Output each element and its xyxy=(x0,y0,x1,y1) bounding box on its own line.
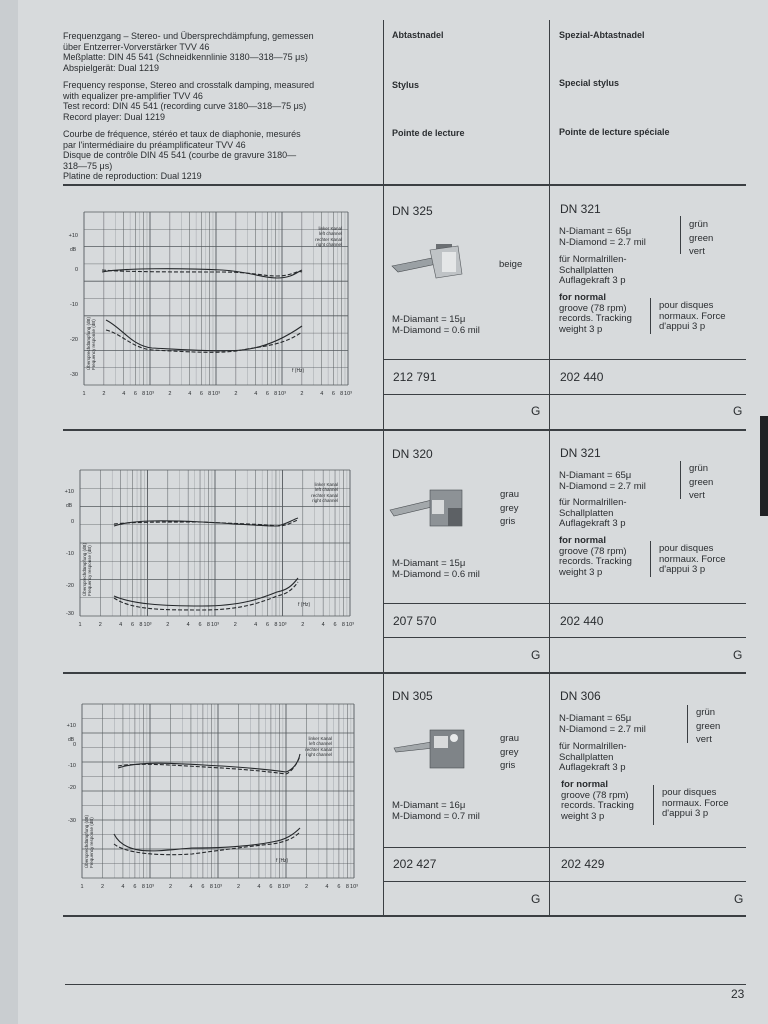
db-label: dB xyxy=(70,247,77,253)
col2-header-de: Abtastnadel xyxy=(392,30,444,40)
x-tick-label: 10³ xyxy=(212,391,220,397)
x-tick-label: 1 xyxy=(78,622,82,628)
x-tick-label: 10³ xyxy=(282,884,290,890)
frequency-chart-2 xyxy=(62,464,362,632)
x-tick-label: 2 xyxy=(98,622,102,628)
x-tick-label: 10³ xyxy=(278,622,287,628)
x-tick-label: 4 xyxy=(254,622,258,628)
y-axis-label xyxy=(83,814,94,868)
row2-special-model: DN 321 xyxy=(560,446,601,460)
left-channel-curve xyxy=(114,828,300,851)
row3-special-en: for normal groove (78 rpm) records. Tracking weight 3 p xyxy=(561,779,634,822)
x-tick-label: 8 xyxy=(274,391,278,397)
legend-left-en: left channel xyxy=(314,487,338,492)
freq-axis-label: f (Hz) xyxy=(298,602,311,608)
y-tick-label: -30 xyxy=(66,611,74,617)
legend-right-de: rechter Kanal xyxy=(311,493,338,498)
row2-order-number: 207 570 xyxy=(393,614,437,628)
y-tick-label: -30 xyxy=(70,372,78,378)
col2-header-fr: Pointe de lecture xyxy=(392,128,465,138)
row3-lang-bracket xyxy=(653,785,654,825)
x-tick-label: 2 xyxy=(304,884,309,890)
x-tick-label: 6 xyxy=(199,391,203,397)
row1-order-number: 212 791 xyxy=(393,370,437,384)
x-tick-label: 4 xyxy=(186,622,190,628)
row2-g: G xyxy=(531,648,541,662)
col3-header-fr: Pointe de lecture spéciale xyxy=(559,127,670,137)
x-tick-label: 6 xyxy=(331,391,335,397)
right-channel-curve xyxy=(114,832,300,855)
row1-special-model: DN 321 xyxy=(560,202,601,216)
col2-header-en: Stylus xyxy=(392,80,420,90)
row1-g: G xyxy=(531,404,541,418)
legend-left-en: left channel xyxy=(318,231,342,236)
page-edge-tab xyxy=(760,416,768,516)
left-channel-curve xyxy=(118,754,300,772)
row3-special-model: DN 306 xyxy=(560,689,601,703)
row2-lang-bracket xyxy=(650,541,651,577)
row1-special-colors: grün green vert xyxy=(689,219,714,257)
x-tick-label: 10³ xyxy=(278,391,286,397)
row3-special-order-number: 202 429 xyxy=(561,857,605,871)
x-tick-label: 10³ xyxy=(211,622,219,628)
row3-g: G xyxy=(531,892,541,906)
y-axis-label-de: Übersprechdämpfung (dB) xyxy=(86,316,91,370)
row2-order-rule xyxy=(384,603,746,604)
y-tick-label: -20 xyxy=(68,785,76,791)
header-desc-de: Frequenzgang – Stereo- und Übersprechdämpfung, gemessen über Entzerrer-Vorverstärker TVV 46 Meßplatte: DIN 45 541 (Schneidkennlinie 3180—318—75 μs) Abspielgerät: Dual 1219 xyxy=(63,31,314,73)
x-tick-label: 8 xyxy=(345,884,349,890)
page-number: 23 xyxy=(731,987,745,1001)
x-tick-label: 6 xyxy=(265,622,270,628)
x-tick-label: 10³ xyxy=(143,622,152,628)
header-desc-en: Frequency response, Stereo and crosstalk damping, measured with equalizer pre-amplifier TVV 46 Test record: DIN 45 541 (recording curve 3180—318—75 μs) Record player: Dual 1219 xyxy=(63,80,315,122)
row1-special-diamond: N-Diamant = 65μ N-Diamond = 2.7 mil xyxy=(559,226,646,248)
x-tick-label: 10³ xyxy=(146,391,154,397)
x-tick-label: 2 xyxy=(300,391,304,397)
x-tick-label: 4 xyxy=(320,391,324,397)
x-tick-label: 2 xyxy=(100,884,105,890)
row3-g-rule xyxy=(384,881,746,882)
row2-rule xyxy=(63,672,746,674)
row2-model: DN 320 xyxy=(392,447,433,461)
x-tick-label: 4 xyxy=(325,884,329,890)
x-tick-label: 4 xyxy=(257,884,261,890)
y-tick-label: -20 xyxy=(70,337,78,343)
x-tick-label: 4 xyxy=(119,622,123,628)
x-tick-label: 6 xyxy=(198,622,202,628)
x-tick-label: 6 xyxy=(333,622,337,628)
x-tick-label: 8 xyxy=(139,622,143,628)
row3-special-fr: pour disques normaux. Force d'appui 3 p xyxy=(662,787,729,819)
x-tick-label: 10³ xyxy=(214,884,222,890)
db-label: dB xyxy=(66,503,73,509)
row3-colors: grau grey gris xyxy=(500,733,520,771)
row2-g-rule xyxy=(384,637,746,638)
y-axis-label xyxy=(81,542,92,596)
row1-diamond: M-Diamant = 15μ M-Diamond = 0.6 mil xyxy=(392,314,480,336)
x-tick-label: 8 xyxy=(206,622,210,628)
row3-special-colors: grün green vert xyxy=(696,707,721,745)
legend-left-de: linker Kanal xyxy=(308,736,332,741)
x-tick-label: 10³ xyxy=(344,391,352,397)
row1-color: beige xyxy=(499,259,523,270)
x-tick-label: 2 xyxy=(234,391,238,397)
y-tick-label: 0 xyxy=(72,742,76,748)
row1-lang-bracket xyxy=(650,298,651,334)
x-tick-label: 1 xyxy=(80,884,84,890)
x-tick-label: 6 xyxy=(133,884,137,890)
y-tick-label: +10 xyxy=(66,723,76,729)
x-tick-label: 1 xyxy=(82,391,86,397)
row1-special-de: für Normalrillen- Schallplatten Auflagekraft 3 p xyxy=(559,254,627,286)
x-tick-label: 8 xyxy=(341,622,345,628)
x-tick-label: 4 xyxy=(121,884,125,890)
row3-model: DN 305 xyxy=(392,689,433,703)
frequency-chart-1 xyxy=(62,200,362,405)
x-tick-label: 6 xyxy=(269,884,273,890)
row1-g-rule xyxy=(384,394,746,395)
x-tick-label: 2 xyxy=(236,884,241,890)
row3-order-rule xyxy=(384,847,746,848)
stylus-image-dn305 xyxy=(392,724,472,772)
x-tick-label: 6 xyxy=(337,884,341,890)
row1-special-g: G xyxy=(733,404,743,418)
x-tick-label: 2 xyxy=(166,622,170,628)
x-tick-label: 8 xyxy=(209,884,213,890)
legend-left-en: left channel xyxy=(308,741,332,746)
x-tick-label: 4 xyxy=(254,391,258,397)
x-tick-label: 2 xyxy=(168,391,172,397)
legend-right-de: rechter Kanal xyxy=(305,747,332,752)
col3-header-de: Spezial-Abtastnadel xyxy=(559,30,645,40)
x-tick-label: 8 xyxy=(208,391,212,397)
x-tick-label: 8 xyxy=(142,391,146,397)
row3-order-number: 202 427 xyxy=(393,857,437,871)
y-tick-label: -20 xyxy=(66,583,74,589)
y-axis-label-de: Übersprechdämpfung (dB) xyxy=(82,542,87,596)
y-axis-label-en: Frequency response (dB) xyxy=(91,319,96,370)
row3-diamond: M-Diamant = 16μ M-Diamond = 0.7 mil xyxy=(392,800,480,822)
row1-special-en: for normal groove (78 rpm) records. Tracking weight 3 p xyxy=(559,292,632,335)
x-tick-label: 2 xyxy=(301,622,305,628)
y-axis-label-en: Frequency response (dB) xyxy=(87,545,92,596)
y-axis-label xyxy=(85,316,96,370)
x-tick-label: 8 xyxy=(141,884,145,890)
header-desc-fr: Courbe de fréquence, stéréo et taux de diaphonie, mesurés par l'intermédiaire du préamplificateur TVV 46 Disque de contrôle DIN 45 541 (courbe de gravure 3180— 318—75 μs) Platine de reproduction: Dual 1219 xyxy=(63,129,301,181)
header-rule xyxy=(63,184,746,186)
row2-color-bracket xyxy=(680,461,681,499)
row3-color-bracket xyxy=(687,705,688,743)
row1-color-bracket xyxy=(680,216,681,254)
row2-special-order-number: 202 440 xyxy=(560,614,604,628)
left-channel-curve xyxy=(114,578,298,606)
legend-left-de: linker Kanal xyxy=(314,482,338,487)
x-tick-label: 10³ xyxy=(350,884,358,890)
y-axis-label-de: Übersprechdämpfung (dB) xyxy=(84,814,89,868)
row2-colors: grau grey gris xyxy=(500,489,520,527)
row1-model: DN 325 xyxy=(392,204,433,218)
footer-rule xyxy=(65,984,746,985)
col3-header-en: Special stylus xyxy=(559,78,620,88)
x-tick-label: 8 xyxy=(340,391,344,397)
y-axis-label-en: Frequency response (dB) xyxy=(89,817,94,868)
y-tick-label: 0 xyxy=(70,519,74,525)
legend-right-en: right channel xyxy=(312,498,338,503)
row2-special-colors: grün green vert xyxy=(689,463,714,501)
freq-axis-label: f (Hz) xyxy=(276,858,289,864)
db-label: dB xyxy=(68,737,75,743)
column-divider-1 xyxy=(383,20,384,916)
x-tick-label: 4 xyxy=(122,391,126,397)
row1-special-fr: pour disques normaux. Force d'appui 3 p xyxy=(659,300,726,332)
x-tick-label: 10³ xyxy=(146,884,154,890)
right-channel-curve xyxy=(102,270,302,276)
x-tick-label: 6 xyxy=(133,391,137,397)
y-tick-label: +10 xyxy=(68,233,78,239)
row2-special-diamond: N-Diamant = 65μ N-Diamond = 2.7 mil xyxy=(559,470,646,492)
y-tick-label: -10 xyxy=(66,551,74,557)
legend-right-en: right channel xyxy=(306,752,332,757)
column-divider-2 xyxy=(549,20,550,916)
row2-special-fr: pour disques normaux. Force d'appui 3 p xyxy=(659,543,726,575)
x-tick-label: 10³ xyxy=(346,622,354,628)
legend-left-de: linker Kanal xyxy=(318,226,342,231)
x-tick-label: 4 xyxy=(189,884,193,890)
x-tick-label: 4 xyxy=(321,622,325,628)
frequency-chart-3 xyxy=(62,698,362,896)
row3-special-g: G xyxy=(734,892,744,906)
row2-special-en: for normal groove (78 rpm) records. Tracking weight 3 p xyxy=(559,535,632,578)
row3-special-diamond: N-Diamant = 65μ N-Diamond = 2.7 mil xyxy=(559,713,646,735)
left-channel-curve xyxy=(102,269,302,278)
x-tick-label: 6 xyxy=(130,622,135,628)
y-tick-label: -30 xyxy=(68,818,76,824)
row3-rule xyxy=(63,915,746,917)
row2-special-de: für Normalrillen- Schallplatten Auflagekraft 3 p xyxy=(559,497,627,529)
row1-order-rule xyxy=(384,359,746,360)
x-tick-label: 4 xyxy=(188,391,192,397)
x-tick-label: 8 xyxy=(277,884,281,890)
legend-right-en: right channel xyxy=(316,242,342,247)
row1-special-order-number: 202 440 xyxy=(560,370,604,384)
y-tick-label: 0 xyxy=(74,267,78,273)
legend-right-de: rechter Kanal xyxy=(315,237,342,242)
stylus-image-dn320 xyxy=(388,486,468,530)
y-tick-label: -10 xyxy=(70,302,78,308)
row2-special-g: G xyxy=(733,648,743,662)
freq-axis-label: f (Hz) xyxy=(292,368,305,374)
row3-special-de: für Normalrillen- Schallplatten Auflagekraft 3 p xyxy=(559,741,627,773)
x-tick-label: 2 xyxy=(102,391,106,397)
y-tick-label: -10 xyxy=(68,763,76,769)
row1-rule xyxy=(63,429,746,431)
x-tick-label: 8 xyxy=(274,622,278,628)
x-tick-label: 6 xyxy=(201,884,205,890)
y-tick-label: +10 xyxy=(64,489,74,495)
stylus-image-dn325 xyxy=(390,236,480,284)
x-tick-label: 2 xyxy=(233,622,237,628)
row2-diamond: M-Diamant = 15μ M-Diamond = 0.6 mil xyxy=(392,558,480,580)
x-tick-label: 2 xyxy=(168,884,173,890)
x-tick-label: 6 xyxy=(265,391,269,397)
